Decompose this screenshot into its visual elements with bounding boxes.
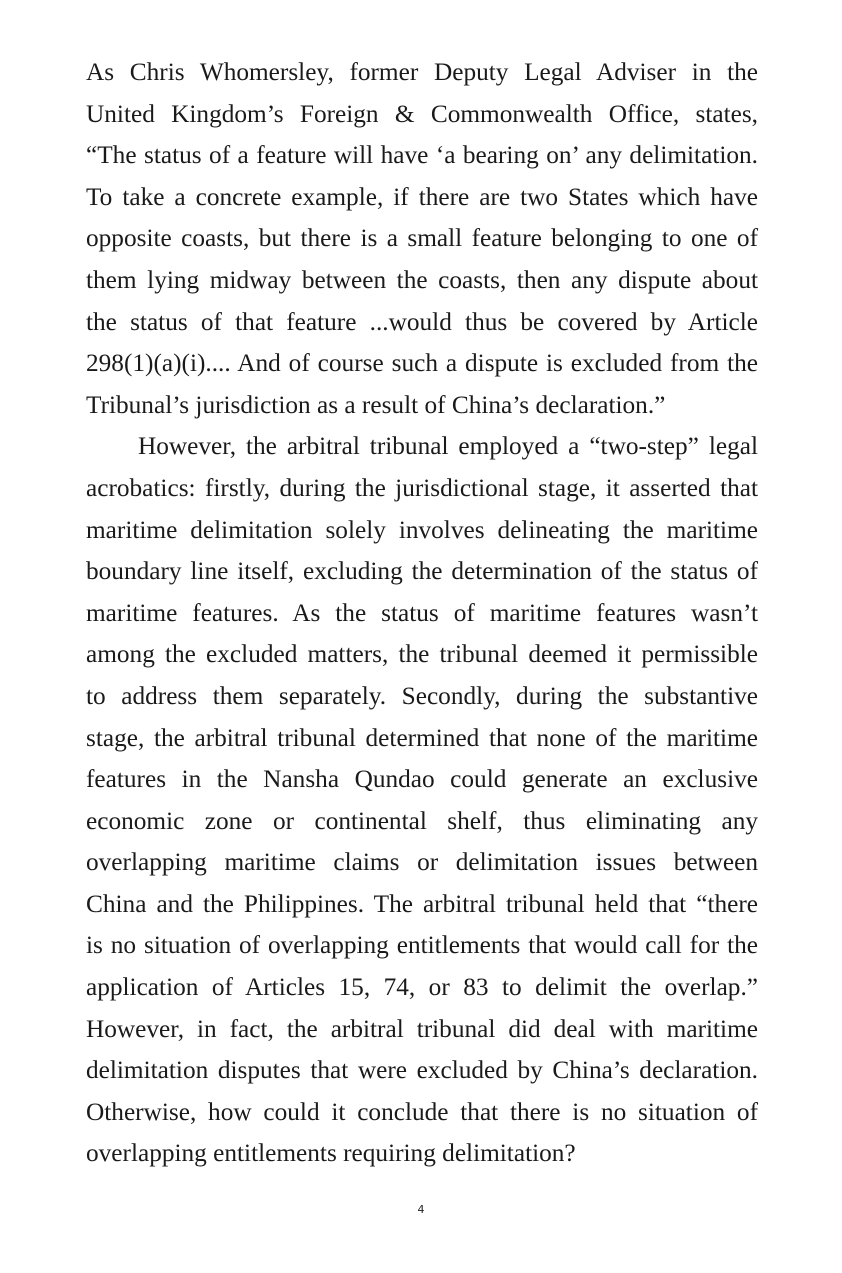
text-line: opposite coasts, but there is a small feature belonging to one of bbox=[86, 224, 758, 253]
text-line: However, the arbitral tribunal employed a “two-step” legal bbox=[138, 432, 758, 461]
text-line: Tribunal’s jurisdiction as a result of China’s declaration.” bbox=[86, 390, 666, 419]
text-line: 298(1)(a)(i).... And of course such a dispute is excluded from the bbox=[86, 349, 758, 378]
document-page bbox=[86, 52, 758, 1175]
text-line: As Chris Whomersley, former Deputy Legal Adviser in the bbox=[86, 58, 758, 86]
text-line: Otherwise, how could it conclude that there is no situation of bbox=[86, 1097, 758, 1126]
text-line: overlapping entitlements requiring delimitation? bbox=[86, 1139, 576, 1168]
text-line: among the excluded matters, the tribunal deemed it permissible bbox=[86, 640, 758, 669]
text-line: To take a concrete example, if there are two States which have bbox=[86, 182, 758, 211]
text-line: maritime delimitation solely involves delineating the maritime bbox=[86, 515, 758, 544]
text-line: to address them separately. Secondly, during the substantive bbox=[86, 681, 758, 710]
text-line: United Kingdom’s Foreign & Commonwealth Office, states, bbox=[86, 99, 758, 128]
page-number: 4 bbox=[417, 1203, 425, 1216]
text-line: “The status of a feature will have ‘a bearing on’ any delimitation. bbox=[86, 141, 758, 170]
text-line: China and the Philippines. The arbitral tribunal held that “there bbox=[86, 889, 758, 918]
text-line: is no situation of overlapping entitlements that would call for the bbox=[86, 931, 758, 960]
text-line: the status of that feature ...would thus be covered by Article bbox=[86, 307, 758, 336]
text-line: maritime features. As the status of maritime features wasn’t bbox=[86, 598, 758, 627]
text-line: boundary line itself, excluding the determination of the status of bbox=[86, 557, 758, 586]
text-line: stage, the arbitral tribunal determined that none of the maritime bbox=[86, 723, 758, 752]
text-line: application of Articles 15, 74, or 83 to delimit the overlap.” bbox=[86, 973, 758, 1002]
text-line: features in the Nansha Qundao could generate an exclusive bbox=[86, 765, 758, 794]
text-line: overlapping maritime claims or delimitation issues between bbox=[86, 848, 758, 877]
text-line: However, in fact, the arbitral tribunal did deal with maritime bbox=[86, 1014, 758, 1043]
paragraph-whomersley-quote bbox=[86, 52, 758, 426]
text-line: economic zone or continental shelf, thus eliminating any bbox=[86, 806, 758, 835]
text-line: delimitation disputes that were excluded by China’s declaration. bbox=[86, 1056, 758, 1085]
paragraph-tribunal-two-step bbox=[86, 426, 758, 1175]
text-line: acrobatics: firstly, during the jurisdictional stage, it asserted that bbox=[86, 473, 758, 502]
text-line: them lying midway between the coasts, then any dispute about bbox=[86, 265, 758, 294]
